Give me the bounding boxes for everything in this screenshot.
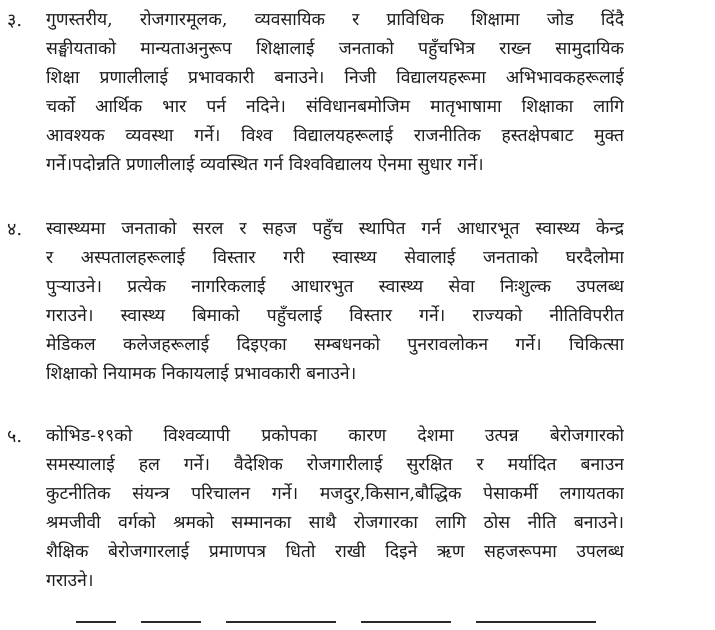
- paragraph-line: गराउने।: [46, 571, 94, 591]
- cut-off-glyph-stroke: [476, 621, 596, 623]
- paragraph-line: गराउने। स्वास्थ्य बिमाको पहुँचलाई विस्तार गर्ने। राज्यको नीतिविपरीत: [46, 306, 624, 326]
- paragraph-line: शैक्षिक बेरोजगारलाई प्रमाणपत्र धितो राखी दिइने ऋण सहजरूपमा उपलब्ध: [46, 542, 624, 562]
- paragraph-line: गर्ने।पदोन्नति प्रणालीलाई व्यवस्थित गर्न विश्वविद्यालय ऐनमा सुधार गर्ने।: [46, 155, 484, 175]
- paragraph-line: गुणस्तरीय, रोजगारमूलक, व्यवसायिक र प्राविधिक शिक्षामा जोड दिंदै: [46, 10, 624, 30]
- paragraph-line: पुऱ्याउने। प्रत्येक नागरिकलाई आधारभुत स्वास्थ्य सेवा निःशुल्क उपलब्ध: [46, 277, 624, 297]
- item-paragraph: [46, 6, 624, 180]
- cut-off-next-line: [46, 612, 624, 630]
- paragraph-line: शिक्षाको नियामक निकायलाई प्रभावकारी बनाउने।: [46, 364, 357, 384]
- paragraph-line: श्रमजीवी वर्गको श्रमको सम्मानका साथै रोजगारका लागि ठोस नीति बनाउने।: [46, 513, 624, 533]
- item-paragraph: [46, 422, 624, 596]
- paragraph-line: समस्यालाई हल गर्ने। वैदेशिक रोजगारीलाई सुरक्षित र मर्यादित बनाउन: [46, 455, 624, 475]
- paragraph-line: चर्को आर्थिक भार पर्न नदिने। संविधानबमोजिम मातृभाषामा शिक्षाका लागि: [46, 97, 624, 117]
- cut-off-glyph-stroke: [361, 621, 451, 623]
- paragraph-line: कुटनीतिक संयन्त्र परिचालन गर्ने। मजदुर,किसान,बौद्धिक पेसाकर्मी लगायतका: [46, 484, 624, 504]
- cut-off-glyph-stroke: [76, 621, 116, 623]
- paragraph-line: शिक्षा प्रणालीलाई प्रभावकारी बनाउने। निजी विद्यालयहरूमा अभिभावकहरूलाई: [46, 68, 624, 88]
- cut-off-glyph-stroke: [226, 621, 336, 623]
- item-number: ३.: [7, 10, 23, 31]
- paragraph-line: स्वास्थ्यमा जनताको सरल र सहज पहुँच स्थापित गर्न आधारभूत स्वास्थ्य केन्द्र: [46, 219, 624, 239]
- paragraph-line: कोभिड-१९को विश्वव्यापी प्रकोपका कारण देशमा उत्पन्न बेरोजगारको: [46, 426, 624, 446]
- item-number: ४.: [7, 219, 23, 240]
- paragraph-line: र अस्पतालहरूलाई विस्तार गरी स्वास्थ्य सेवालाई जनताको घरदैलोमा: [46, 248, 624, 268]
- paragraph-line: मेडिकल कलेजहरूलाई दिइएका सम्बधनको पुनरावलोकन गर्ने। चिकित्सा: [46, 335, 624, 355]
- item-number: ५.: [7, 426, 23, 447]
- item-paragraph: [46, 215, 624, 389]
- paragraph-line: सङ्घीयताको मान्यताअनुरूप शिक्षालाई जनताको पहुँचभित्र राख्न सामुदायिक: [46, 39, 624, 59]
- cut-off-glyph-stroke: [141, 621, 201, 623]
- paragraph-line: आवश्यक व्यवस्था गर्ने। विश्व विद्यालयहरूलाई राजनीतिक हस्तक्षेपबाट मुक्त: [46, 126, 624, 146]
